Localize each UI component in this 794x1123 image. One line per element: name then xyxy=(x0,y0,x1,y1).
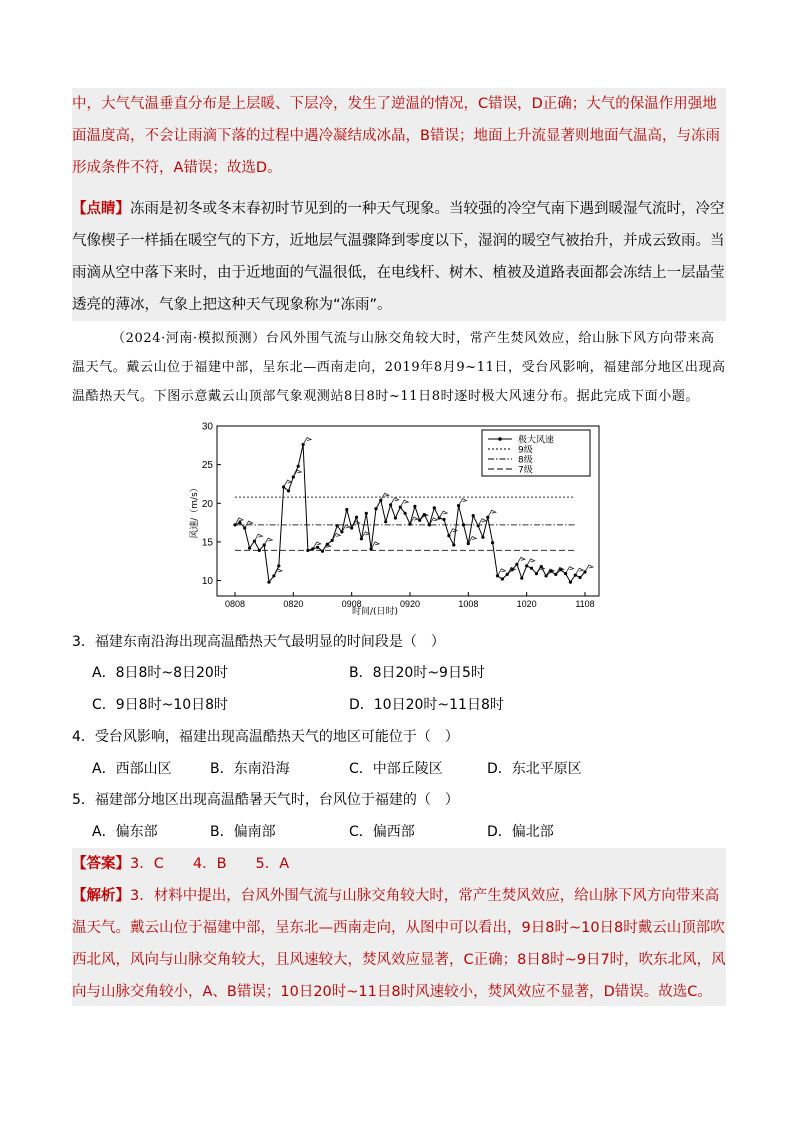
legend-label: 9级 xyxy=(518,445,533,456)
tip-section xyxy=(72,193,726,321)
data-point xyxy=(277,564,280,567)
analysis-para xyxy=(72,880,726,1008)
data-point xyxy=(545,574,548,577)
legend-label: 极大风速 xyxy=(518,435,555,446)
question-4-option-a[interactable]: A．西部山区 xyxy=(92,761,172,777)
legend-marker xyxy=(498,437,502,441)
question-3-stem: 3．福建东南沿海出现高温酷热天气最明显的时间段是（ ） xyxy=(72,634,445,650)
x-tick-label: 0808 xyxy=(224,599,246,609)
data-point xyxy=(258,549,261,552)
question-5-option-d[interactable]: D．偏北部 xyxy=(487,824,554,840)
data-point xyxy=(413,505,416,508)
prev-answer-text: 中，大气气温垂直分布是上层暖、下层冷，发生了逆温的情况，C错误，D正确；大气的保温作用强地面温度高，不会让雨滴下落的过程中遇冷凝结成冰晶，B错误；地面上升流显著则地面气温高，与冻雨形成条件不符，A错误；故选D。 xyxy=(72,96,720,176)
data-point xyxy=(331,539,334,542)
data-point xyxy=(559,568,562,571)
x-axis-title: 时间/(日时) xyxy=(351,607,399,617)
data-point xyxy=(452,543,455,546)
data-point xyxy=(472,514,475,517)
y-tick-label: 25 xyxy=(201,460,213,472)
answer-label: 【答案】 xyxy=(72,856,130,872)
question-5-option-b[interactable]: B．偏南部 xyxy=(210,824,276,840)
data-point xyxy=(423,513,426,516)
x-tick-label: 1020 xyxy=(516,599,537,609)
question-4-option-d[interactable]: D．东北平原区 xyxy=(487,761,582,777)
data-point xyxy=(248,547,251,550)
answer-line xyxy=(72,848,726,880)
data-point xyxy=(287,489,290,492)
data-point xyxy=(549,570,552,573)
data-point xyxy=(297,465,300,468)
data-point xyxy=(438,516,441,519)
data-point xyxy=(530,567,533,570)
data-point xyxy=(554,573,557,576)
material-intro: （2024·河南·模拟预测）台风外围气流与山脉交角较大时，常产生焚风效应，给山脉下风方向带来高温天气。戴云山位于福建中部，呈东北—西南走向，2019年8月9~11日，受台风影响，福建部分地区出现高温酷热天气。下图示意戴云山顶部气象观测站8日8时~11日8时逐时极大风速分布。据此完成下面小题。 xyxy=(72,331,726,404)
data-point xyxy=(481,536,484,539)
question-3-option-c[interactable]: C．9日8时~10日8时 xyxy=(92,697,229,713)
question-4-stem: 4．受台风影响，福建出现高温酷热天气的地区可能位于（ ） xyxy=(72,729,459,745)
data-point xyxy=(579,576,582,579)
data-point xyxy=(418,519,421,522)
legend-label: 7级 xyxy=(518,465,533,476)
data-point xyxy=(491,541,494,544)
x-tick-label: 0920 xyxy=(399,599,421,609)
data-point xyxy=(370,547,373,550)
data-point xyxy=(340,530,343,533)
data-point xyxy=(326,543,329,546)
data-point xyxy=(399,506,402,509)
x-tick-label: 1008 xyxy=(458,599,479,609)
prev-answer-tail xyxy=(72,88,726,194)
question-3-option-a[interactable]: A．8日8时~8日20时 xyxy=(92,665,228,681)
question-5-option-c[interactable]: C．偏西部 xyxy=(349,824,415,840)
y-tick-label: 15 xyxy=(201,537,213,549)
data-point xyxy=(457,504,460,507)
data-point xyxy=(311,547,314,550)
answer-text: 3．C 4．B 5．A xyxy=(130,856,290,872)
data-point xyxy=(384,520,387,523)
analysis-text: 3．材料中提出，台风外围气流与山脉交角较大时，常产生焚风效应，给山脉下风方向带来高温天气。戴云山位于福建中部，呈东北—西南走向，从图中可以看出，9日8时~10日8时戴云山顶部吹西北风，风向与山脉交角较大，且风速较大，焚风效应显著，C正确；8日8时~9日7时，吹东北风，风向与山脉交角较小，A、B错误；10日20时~11日8时风速较小，焚风效应不显著，D错误。故选C。 xyxy=(72,888,726,1000)
data-point xyxy=(267,581,270,584)
data-point xyxy=(336,524,339,527)
data-point xyxy=(345,508,348,511)
data-point xyxy=(306,549,309,552)
data-point xyxy=(496,574,499,577)
analysis-label: 【解析】 xyxy=(72,888,130,904)
data-point xyxy=(540,565,543,568)
data-point xyxy=(511,568,514,571)
y-axis-title: 风速/（m/s） xyxy=(190,483,200,539)
y-tick-label: 10 xyxy=(201,576,213,588)
x-tick-label: 0908 xyxy=(341,599,362,609)
x-tick-label: 0820 xyxy=(283,599,304,609)
data-point xyxy=(433,506,436,509)
tip-text: 冻雨是初冬或冬末春初时节见到的一种天气现象。当较强的冷空气南下遇到暖湿气流时，冷空气像楔子一样插在暖空气的下方，近地层气温骤降到零度以下，湿润的暖空气被抬升，并成云致雨。当雨滴从空中落下来时，由于近地面的气温很低，在电线杆、树木、植被及道路表面都会冻结上一层晶莹透亮的薄冰，气象上把这种天气现象称为“冻雨”。 xyxy=(72,201,725,313)
data-point xyxy=(428,523,431,526)
data-point xyxy=(442,518,445,521)
question-5-option-a[interactable]: A．偏东部 xyxy=(92,824,158,840)
data-point xyxy=(272,574,275,577)
data-point xyxy=(355,516,358,519)
data-point xyxy=(233,523,236,526)
data-point xyxy=(365,512,368,515)
question-4-option-b[interactable]: B．东南沿海 xyxy=(210,761,290,777)
data-point xyxy=(501,577,504,580)
legend-label: 8级 xyxy=(518,455,533,466)
data-point xyxy=(238,521,241,524)
question-3-option-b[interactable]: B．8日20时~9日5时 xyxy=(349,665,485,681)
tip-label: 【点睛】 xyxy=(72,201,130,217)
data-point xyxy=(350,526,353,529)
data-point xyxy=(506,573,509,576)
answer-analysis-section xyxy=(72,848,726,1006)
x-tick-label: 1108 xyxy=(575,599,595,609)
data-point xyxy=(404,512,407,515)
data-point xyxy=(374,507,377,510)
y-tick-label: 30 xyxy=(201,421,213,433)
chart-legend xyxy=(482,430,590,476)
data-point xyxy=(360,537,363,540)
threshold-lines xyxy=(235,497,575,550)
data-point xyxy=(292,475,295,478)
data-point xyxy=(520,577,523,580)
question-5-stem: 5．福建部分地区出现高温酷暑天气时，台风位于福建的（ ） xyxy=(72,792,459,808)
y-tick-label: 20 xyxy=(201,498,213,510)
question-4-option-c[interactable]: C．中部丘陵区 xyxy=(349,761,443,777)
data-point xyxy=(569,581,572,584)
question-3-option-d[interactable]: D．10日20时~11日8时 xyxy=(349,697,504,713)
wind-speed-chart xyxy=(187,418,605,618)
data-point xyxy=(379,499,382,502)
data-point xyxy=(394,516,397,519)
data-point xyxy=(462,523,465,526)
data-point xyxy=(525,564,528,567)
data-point xyxy=(316,546,319,549)
data-point xyxy=(515,563,518,566)
